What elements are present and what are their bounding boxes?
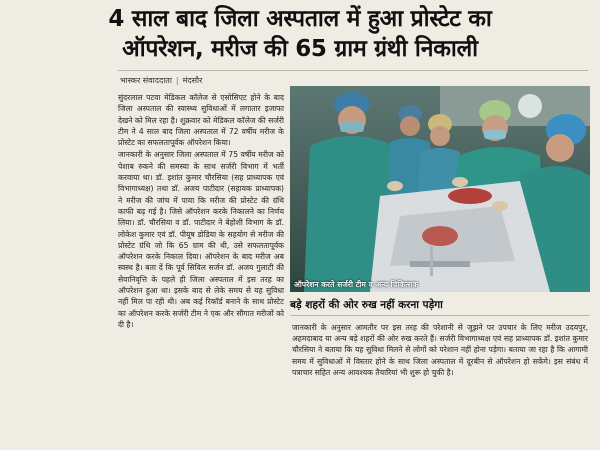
- right-column-body: [292, 322, 588, 444]
- byline: [120, 75, 202, 86]
- byline-rule: [118, 70, 588, 71]
- right-paragraph: जानकारी के अनुसार आमतौर पर इस तरह की परेशानी से जूझने पर उपचार के लिए मरीज उदयपुर, अहमदाबाद या अन्य बड़े शहरों की ओर रुख करते हैं। सर्जरी विभागाध्यक्ष एवं सह प्राध्यापक डॉ. इशांत कुमार चौरसिया ने बताया कि यह सुविधा मिलने से लोगों को परेशान नहीं होना पड़ेगा। बताया जा रहा है कि आगामी समय में सुविधाओं में विस्तार होने के साथ जिला अस्पताल में दूरबीन से ऑपरेशन हो सकेंगे। इस संबंध में पत्राचार सहित अन्य आवश्यक तैयारियां भी शुरू हो चुकी है।: [292, 323, 588, 377]
- surgery-photo: [290, 86, 590, 292]
- left-column-body: [118, 92, 284, 444]
- byline-place: मंदसौर: [182, 76, 203, 85]
- photo-caption: ऑपरेशन करते सर्जरी टीम व अन्य चिकित्सक: [294, 280, 419, 289]
- subheading: बड़े शहरों की ओर रुख नहीं करना पड़ेगा: [290, 298, 590, 316]
- headline-line-2: ऑपरेशन, मरीज की 65 ग्राम ग्रंथी निकाली: [122, 36, 478, 62]
- headline-line-1: 4 साल बाद जिला अस्पताल में हुआ प्रोस्टेट का: [108, 6, 492, 32]
- byline-separator: |: [175, 76, 179, 85]
- left-paragraph-2: जानकारी के अनुसार जिला अस्पताल में 75 वर्षीय मरीज को पेशाब रुकने की समस्या के साथ सर्जरी विभाग में भर्ती करवाया था। डॉ. इशांत कुमार चौरसिया (सह प्राध्यापक एवं विभागाध्यक्ष) तथा डॉ. अजय पाटीदार (सहायक प्राध्यापक) ने मरीज की जांच में पाया कि मरीज की प्रोस्टेट की ग्रंथि काफी बढ़ गई है। जिसे ऑपरेशन करके निकालने का निर्णय लिया। डॉ. चौरसिया व डॉ. पाटीदार ने बेहोशी विभाग के डॉ. लोकेश कुमार एवं डॉ. पीयूष डोडिया के सहयोग से मरीज की प्रोस्टेट ग्रंथि जो कि 65 ग्राम की थी, उसे सफलतापूर्वक ऑपरेशन करके निकाल दिया। ऑपरेशन के बाद मरीज अब स्वस्थ है। बता दें कि पूर्व सिविल सर्जन डॉ. अजय गुलाटी की सेवानिवृत्ति के पहले ही जिला अस्पताल में इस तरह का ऑपरेशन हुआ था। इसके बाद से लेके समय से यह सुविधा नहीं मिल पा रही थी। अब कई रिकॉर्ड बनाने के साथ प्रोस्टेट का ऑपरेशन करके सर्जरी टीम ने एक और सौगात मरीजों को दी है।: [118, 150, 284, 329]
- headline: [0, 4, 600, 64]
- byline-reporter: भास्कर संवाददाता: [120, 76, 172, 85]
- left-paragraph-1: सुंदरलाल पटवा मेडिकल कॉलेज से एसोसिएट होने के बाद जिला अस्पताल की स्वास्थ्य सुविधाओं में लगातार इजाफा देखने को मिल रहा है। शुक्रवार को मेडिकल कॉलेज की सर्जरी टीम ने 4 साल बाद जिला अस्पताल में 72 वर्षीय मरीज के प्रोस्टेट का सफलतापूर्वक ऑपरेशन किया।: [118, 93, 284, 148]
